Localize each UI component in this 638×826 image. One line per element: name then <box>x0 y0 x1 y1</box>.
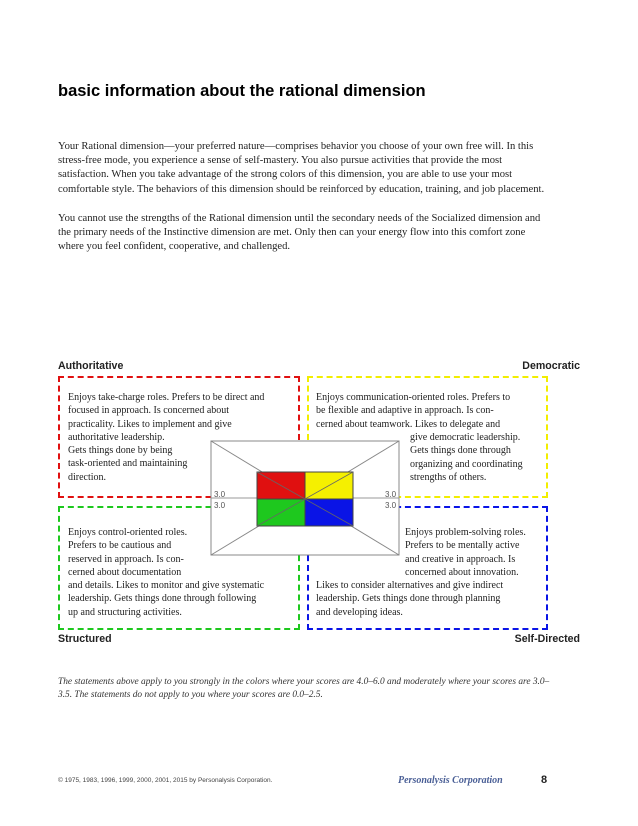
democratic-text: Enjoys communication-oriented roles. Prefers to be flexible and adaptive in approach. Is con- cerned about teamwork. Likes to delegate and <box>316 392 511 430</box>
label-self-directed: Self-Directed <box>514 633 580 645</box>
conditions-paragraph: You cannot use the strengths of the Rational dimension until the secondary needs of the Socialized dimension and the primary needs of the Instinctive dimension are met. Only then can your energy flow into this comfort zone where you feel confident, cooperative, and challenged. <box>58 213 541 253</box>
authoritative-text: Enjoys take-charge roles. Prefers to be direct and focused in approach. Is concerned about practicality. Likes to implement and give authoritative leadership. Gets things done by being task-oriented and maintaining direction. <box>68 392 265 483</box>
score-top-right: 3.0 <box>385 490 397 499</box>
democratic-text-right: give democratic leadership. Gets things done through organizing and coordinating strengths of others. <box>410 432 523 483</box>
score-top-left: 3.0 <box>214 490 226 499</box>
self-directed-text-right: Enjoys problem-solving roles. Prefers to be mentally active and creative in approach. Is concerned about innovation. <box>405 527 526 578</box>
label-structured: Structured <box>58 633 112 645</box>
self-directed-text: Likes to consider alternatives and give indirect leadership. Gets things done through planning and developing ideas. <box>316 580 504 618</box>
label-democratic: Democratic <box>522 360 580 372</box>
score-bottom-right: 3.0 <box>385 501 397 510</box>
score-bottom-left: 3.0 <box>214 501 226 510</box>
footer-brand: Personalysis Corporation <box>398 775 503 786</box>
score-note: The statements above apply to you strongly in the colors where your scores are 4.0–6.0 and moderately where your scores are 3.0–3.5. The statements do not apply to you where your scores are 0.0–2.5. <box>58 677 550 701</box>
label-authoritative: Authoritative <box>58 360 124 372</box>
page-number: 8 <box>541 774 548 786</box>
intro-paragraph: Your Rational dimension—your preferred nature—comprises behavior you choose of your own free will. In this stress-free mode, you experience a sense of self-mastery. You also pursue activities that provide the most satisfaction. When you take advantage of the strong colors of this dimension, you are able to use your most comfortable style. The behaviors of this dimension should be reinforced by education, training, and job placement. <box>58 141 545 195</box>
copyright: © 1975, 1983, 1996, 1999, 2000, 2001, 2015 by Personalysis Corporation. <box>58 777 273 784</box>
structured-text: Enjoys control-oriented roles. Prefers to be cautious and reserved in approach. Is con- cerned about documentation and details. Likes to monitor and give systematic leadership. Gets things done through following up and structuring activities. <box>68 527 265 618</box>
page-title: basic information about the rational dimension <box>58 82 426 100</box>
